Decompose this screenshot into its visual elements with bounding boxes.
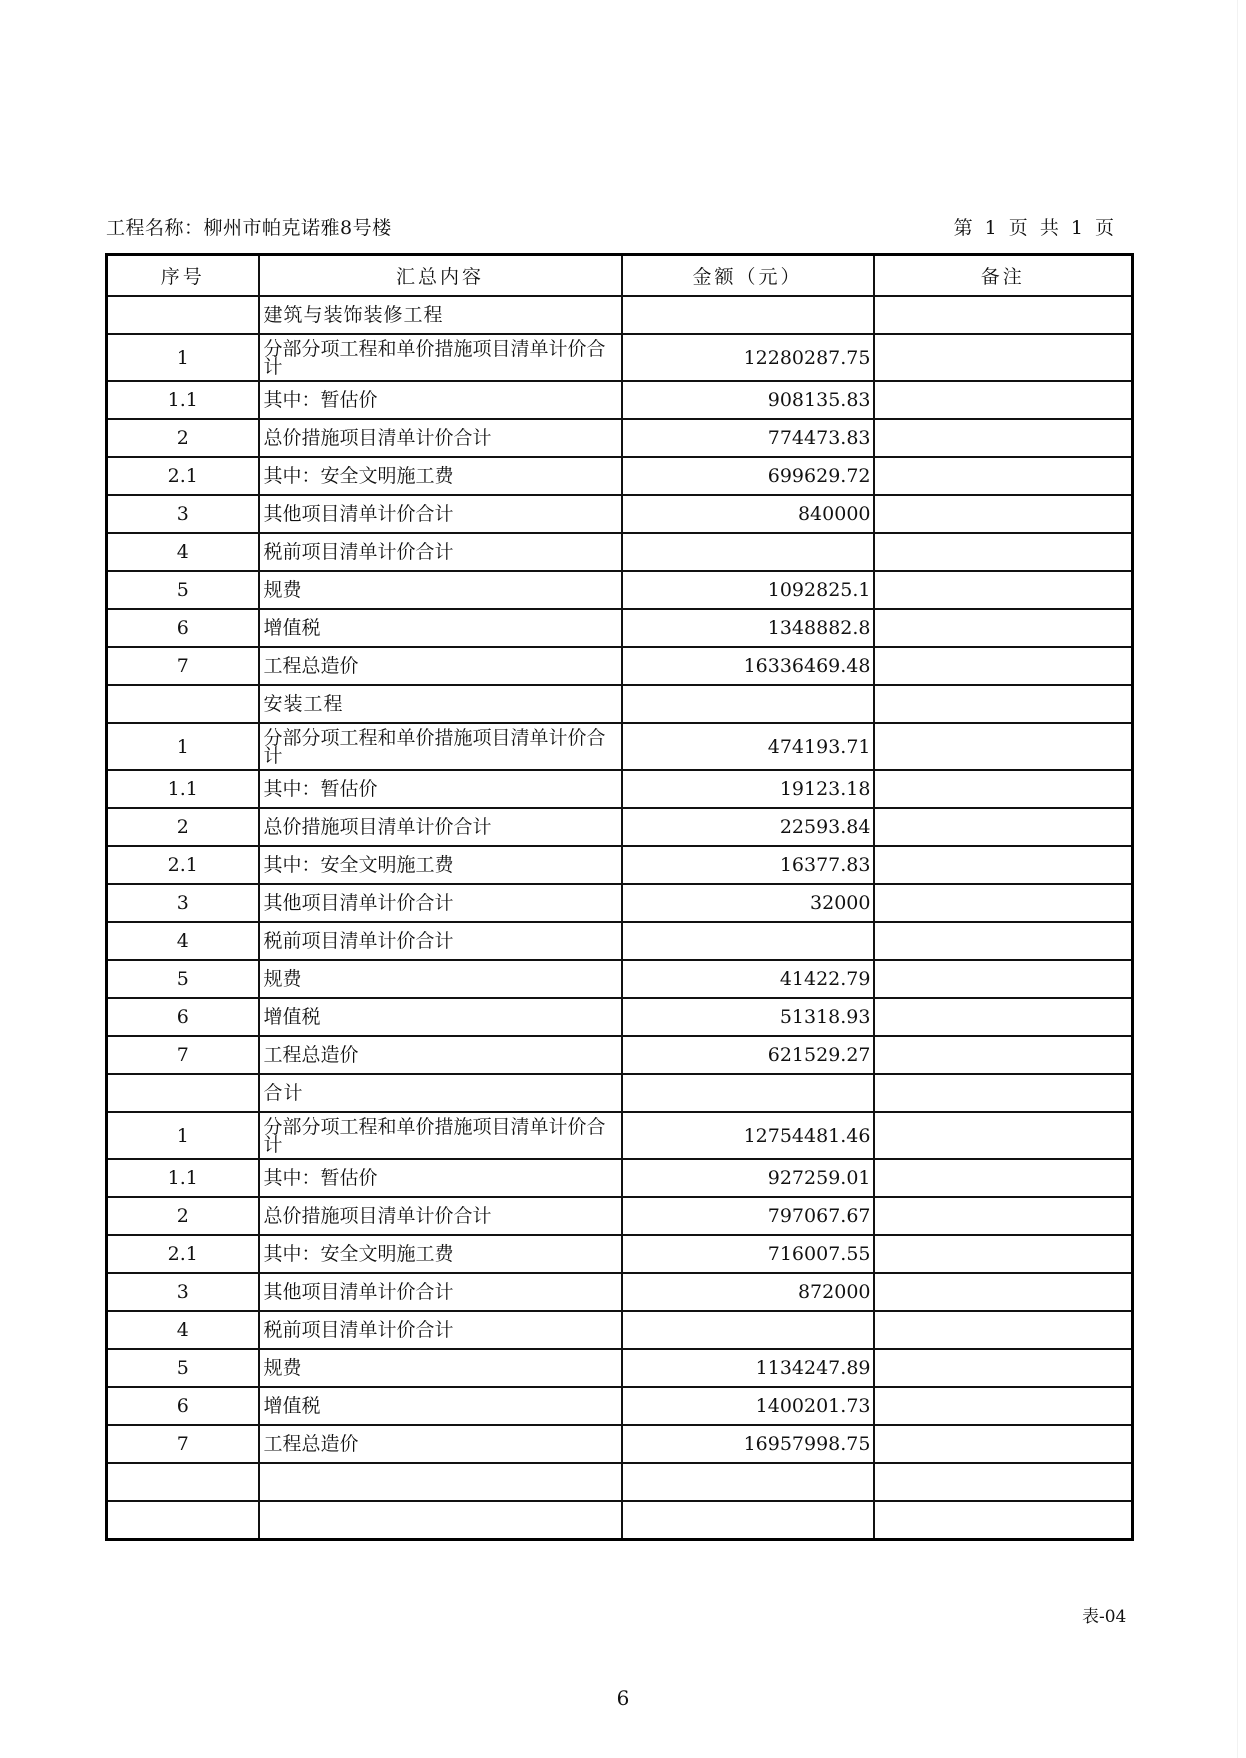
- amount-cell: [622, 533, 874, 571]
- amount-cell: 716007.55: [622, 1235, 874, 1273]
- table-row: [107, 998, 1133, 1036]
- note-cell: [874, 1074, 1133, 1112]
- seq-cell: 7: [107, 1036, 259, 1074]
- cost-summary-table: [105, 253, 1134, 1541]
- seq-cell: 2.1: [107, 1235, 259, 1273]
- table-row: [107, 1311, 1133, 1349]
- amount-cell: 19123.18: [622, 770, 874, 808]
- note-cell: [874, 846, 1133, 884]
- note-cell: [874, 609, 1133, 647]
- project-name: 工程名称：柳州市帕克诺雅8号楼: [106, 217, 392, 239]
- content-cell: 其他项目清单计价合计: [259, 495, 622, 533]
- seq-cell: 3: [107, 884, 259, 922]
- table-row: [107, 609, 1133, 647]
- amount-cell: 1400201.73: [622, 1387, 874, 1425]
- content-cell: 规费: [259, 1349, 622, 1387]
- content-cell: 其中：安全文明施工费: [259, 1235, 622, 1273]
- seq-cell: 3: [107, 495, 259, 533]
- seq-cell: 1.1: [107, 1159, 259, 1197]
- amount-cell: 12754481.46: [622, 1112, 874, 1159]
- amount-cell: 621529.27: [622, 1036, 874, 1074]
- amount-cell: 41422.79: [622, 960, 874, 998]
- note-cell: [874, 1112, 1133, 1159]
- table-row: [107, 457, 1133, 495]
- section-row: [107, 296, 1133, 334]
- content-cell: 其中：暂估价: [259, 381, 622, 419]
- content-cell: [259, 1501, 622, 1540]
- amount-cell: 1348882.8: [622, 609, 874, 647]
- seq-cell: 1: [107, 334, 259, 381]
- note-cell: [874, 1197, 1133, 1235]
- column-header-seq: 序号: [107, 255, 259, 297]
- note-cell: [874, 1036, 1133, 1074]
- seq-cell: 5: [107, 1349, 259, 1387]
- content-cell: [259, 1463, 622, 1501]
- table-row: [107, 1425, 1133, 1463]
- note-cell: [874, 685, 1133, 723]
- amount-cell: 16377.83: [622, 846, 874, 884]
- table-row: [107, 1159, 1133, 1197]
- note-cell: [874, 1235, 1133, 1273]
- table-row: [107, 1036, 1133, 1074]
- content-cell: 其中：暂估价: [259, 1159, 622, 1197]
- seq-cell: 7: [107, 1425, 259, 1463]
- table-row: [107, 1387, 1133, 1425]
- table-row: [107, 1349, 1133, 1387]
- table-row: [107, 381, 1133, 419]
- amount-cell: 12280287.75: [622, 334, 874, 381]
- table-row: [107, 1501, 1133, 1540]
- content-cell: 规费: [259, 960, 622, 998]
- amount-cell: [622, 1501, 874, 1540]
- note-cell: [874, 1159, 1133, 1197]
- table-row: [107, 960, 1133, 998]
- seq-cell: 6: [107, 609, 259, 647]
- content-cell: 合计: [259, 1074, 622, 1112]
- amount-cell: 840000: [622, 495, 874, 533]
- table-row: [107, 1273, 1133, 1311]
- note-cell: [874, 1463, 1133, 1501]
- note-cell: [874, 1501, 1133, 1540]
- amount-cell: 51318.93: [622, 998, 874, 1036]
- table-row: [107, 846, 1133, 884]
- content-cell: 规费: [259, 571, 622, 609]
- column-header-note: 备注: [874, 255, 1133, 297]
- table-row: [107, 647, 1133, 685]
- amount-cell: [622, 1311, 874, 1349]
- seq-cell: 5: [107, 571, 259, 609]
- page-number: 6: [616, 1686, 630, 1710]
- note-cell: [874, 884, 1133, 922]
- amount-cell: [622, 685, 874, 723]
- seq-cell: 5: [107, 960, 259, 998]
- content-cell: 安装工程: [259, 685, 622, 723]
- note-cell: [874, 647, 1133, 685]
- note-cell: [874, 1387, 1133, 1425]
- content-cell: 分部分项工程和单价措施项目清单计价合计: [259, 334, 622, 381]
- amount-cell: 1092825.1: [622, 571, 874, 609]
- note-cell: [874, 960, 1133, 998]
- note-cell: [874, 457, 1133, 495]
- note-cell: [874, 533, 1133, 571]
- seq-cell: 1.1: [107, 770, 259, 808]
- amount-cell: 774473.83: [622, 419, 874, 457]
- table-row: [107, 1463, 1133, 1501]
- note-cell: [874, 495, 1133, 533]
- content-cell: 税前项目清单计价合计: [259, 922, 622, 960]
- content-cell: 工程总造价: [259, 647, 622, 685]
- table-body: [107, 296, 1133, 1540]
- seq-cell: [107, 685, 259, 723]
- table-row: [107, 571, 1133, 609]
- amount-cell: [622, 1074, 874, 1112]
- content-cell: 总价措施项目清单计价合计: [259, 808, 622, 846]
- amount-cell: 16957998.75: [622, 1425, 874, 1463]
- seq-cell: [107, 1463, 259, 1501]
- note-cell: [874, 571, 1133, 609]
- seq-cell: 1.1: [107, 381, 259, 419]
- content-cell: 增值税: [259, 1387, 622, 1425]
- table-row: [107, 770, 1133, 808]
- note-cell: [874, 381, 1133, 419]
- note-cell: [874, 1273, 1133, 1311]
- table-row: [107, 808, 1133, 846]
- content-cell: 总价措施项目清单计价合计: [259, 419, 622, 457]
- content-cell: 分部分项工程和单价措施项目清单计价合计: [259, 1112, 622, 1159]
- seq-cell: 6: [107, 1387, 259, 1425]
- note-cell: [874, 998, 1133, 1036]
- table-row: [107, 723, 1133, 770]
- column-header-amount: 金额（元）: [622, 255, 874, 297]
- note-cell: [874, 1425, 1133, 1463]
- amount-cell: 908135.83: [622, 381, 874, 419]
- content-cell: 工程总造价: [259, 1425, 622, 1463]
- seq-cell: [107, 1501, 259, 1540]
- table-row: [107, 922, 1133, 960]
- table-header-row: [107, 255, 1133, 297]
- amount-cell: 872000: [622, 1273, 874, 1311]
- seq-cell: 3: [107, 1273, 259, 1311]
- form-code: 表-04: [1082, 1607, 1127, 1627]
- table-row: [107, 1112, 1133, 1159]
- seq-cell: 1: [107, 723, 259, 770]
- column-header-content: 汇总内容: [259, 255, 622, 297]
- note-cell: [874, 1311, 1133, 1349]
- seq-cell: 7: [107, 647, 259, 685]
- note-cell: [874, 419, 1133, 457]
- section-row: [107, 1074, 1133, 1112]
- content-cell: 分部分项工程和单价措施项目清单计价合计: [259, 723, 622, 770]
- content-cell: 其中：暂估价: [259, 770, 622, 808]
- seq-cell: 2.1: [107, 457, 259, 495]
- content-cell: 增值税: [259, 609, 622, 647]
- content-cell: 其中：安全文明施工费: [259, 457, 622, 495]
- note-cell: [874, 808, 1133, 846]
- table-row: [107, 884, 1133, 922]
- seq-cell: 1: [107, 1112, 259, 1159]
- content-cell: 其他项目清单计价合计: [259, 1273, 622, 1311]
- seq-cell: 2.1: [107, 846, 259, 884]
- amount-cell: [622, 1463, 874, 1501]
- seq-cell: 4: [107, 922, 259, 960]
- content-cell: 增值税: [259, 998, 622, 1036]
- table-row: [107, 533, 1133, 571]
- seq-cell: 2: [107, 808, 259, 846]
- amount-cell: 474193.71: [622, 723, 874, 770]
- content-cell: 税前项目清单计价合计: [259, 1311, 622, 1349]
- note-cell: [874, 296, 1133, 334]
- section-row: [107, 685, 1133, 723]
- table-row: [107, 495, 1133, 533]
- amount-cell: [622, 922, 874, 960]
- table-row: [107, 334, 1133, 381]
- note-cell: [874, 922, 1133, 960]
- amount-cell: [622, 296, 874, 334]
- seq-cell: 2: [107, 419, 259, 457]
- content-cell: 税前项目清单计价合计: [259, 533, 622, 571]
- note-cell: [874, 1349, 1133, 1387]
- content-cell: 其他项目清单计价合计: [259, 884, 622, 922]
- amount-cell: 699629.72: [622, 457, 874, 495]
- note-cell: [874, 723, 1133, 770]
- note-cell: [874, 334, 1133, 381]
- seq-cell: [107, 296, 259, 334]
- table-row: [107, 1197, 1133, 1235]
- page-info: 第 1 页 共 1 页: [953, 217, 1114, 239]
- seq-cell: 6: [107, 998, 259, 1036]
- content-cell: 其中：安全文明施工费: [259, 846, 622, 884]
- seq-cell: 4: [107, 533, 259, 571]
- seq-cell: 2: [107, 1197, 259, 1235]
- note-cell: [874, 770, 1133, 808]
- content-cell: 建筑与装饰装修工程: [259, 296, 622, 334]
- table-row: [107, 419, 1133, 457]
- amount-cell: 797067.67: [622, 1197, 874, 1235]
- content-cell: 总价措施项目清单计价合计: [259, 1197, 622, 1235]
- content-cell: 工程总造价: [259, 1036, 622, 1074]
- amount-cell: 927259.01: [622, 1159, 874, 1197]
- amount-cell: 32000: [622, 884, 874, 922]
- amount-cell: 1134247.89: [622, 1349, 874, 1387]
- amount-cell: 16336469.48: [622, 647, 874, 685]
- table-row: [107, 1235, 1133, 1273]
- amount-cell: 22593.84: [622, 808, 874, 846]
- seq-cell: 4: [107, 1311, 259, 1349]
- seq-cell: [107, 1074, 259, 1112]
